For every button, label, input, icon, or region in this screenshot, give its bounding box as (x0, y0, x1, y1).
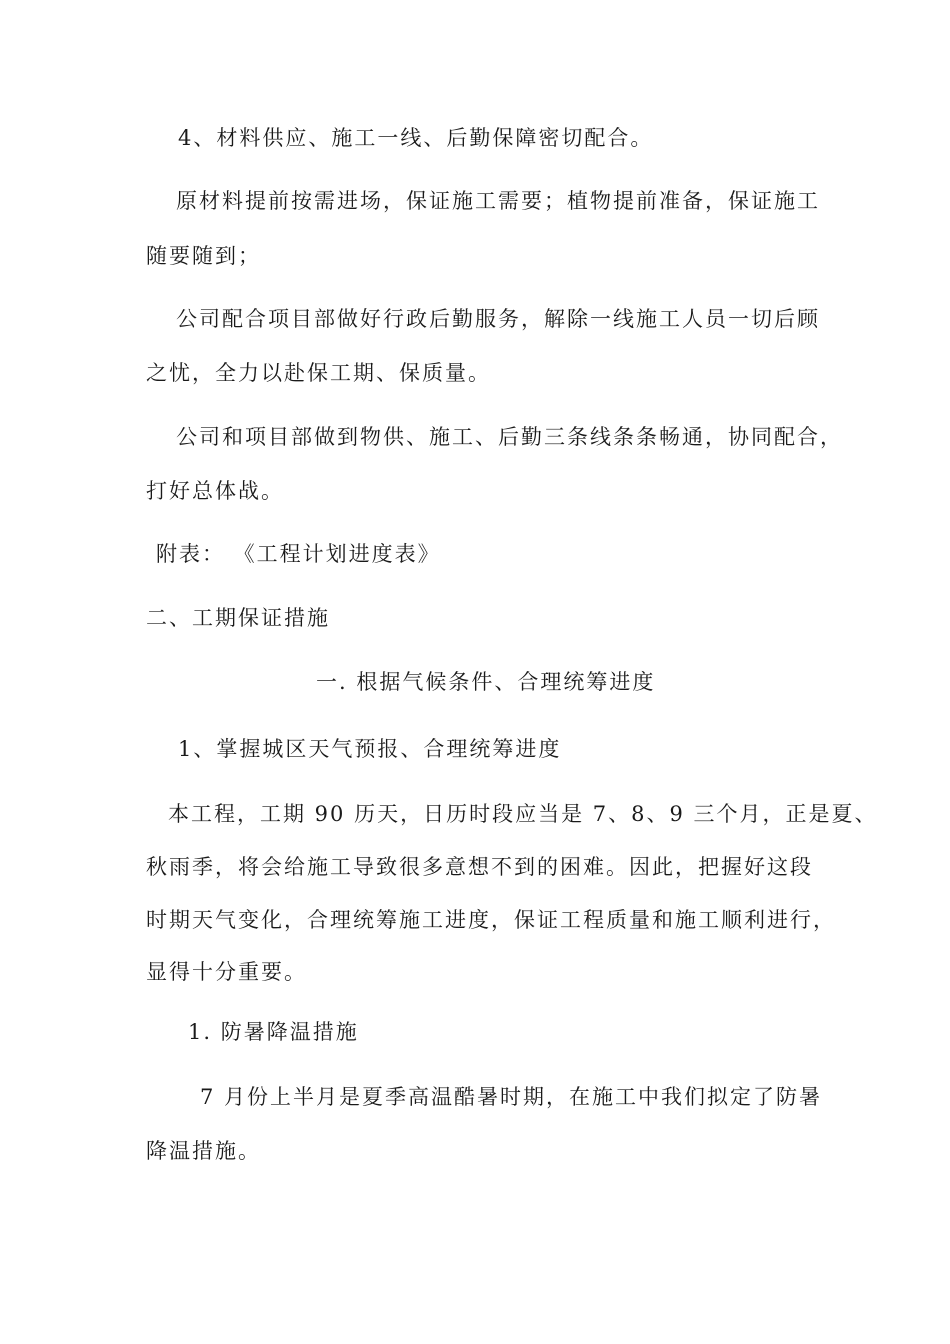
text-line: 1. 防暑降温措施 (188, 1020, 359, 1044)
text-line: 1、掌握城区天气预报、合理统筹进度 (178, 737, 562, 761)
text-line: 之忧，全力以赴保工期、保质量。 (146, 361, 491, 385)
text-line: 秋雨季，将会给施工导致很多意想不到的困难。因此，把握好这段 (146, 855, 813, 879)
section-heading: 二、工期保证措施 (146, 606, 330, 630)
text-line: 4、材料供应、施工一线、后勤保障密切配合。 (178, 126, 654, 150)
text-line: 公司配合项目部做好行政后勤服务，解除一线施工人员一切后顾 (176, 307, 820, 331)
text-line: 显得十分重要。 (146, 960, 307, 984)
text-line: 7 月份上半月是夏季高温酷暑时期，在施工中我们拟定了防暑 (200, 1085, 823, 1109)
text-line: 随要随到； (146, 244, 261, 268)
subsection-heading: 一. 根据气候条件、合理统筹进度 (316, 670, 656, 694)
text-line: 降温措施。 (146, 1139, 261, 1163)
text-line: 本工程，工期 90 历天，日历时段应当是 7、8、9 三个月，正是夏、 (168, 802, 878, 826)
text-line: 时期天气变化，合理统筹施工进度，保证工程质量和施工顺利进行， (146, 908, 836, 932)
text-line: 原材料提前按需进场，保证施工需要；植物提前准备，保证施工 (176, 189, 820, 213)
text-line: 公司和项目部做到物供、施工、后勤三条线条条畅通，协同配合， (176, 425, 843, 449)
text-line: 打好总体战。 (146, 479, 284, 503)
text-line: 附表： 《工程计划进度表》 (156, 542, 441, 566)
